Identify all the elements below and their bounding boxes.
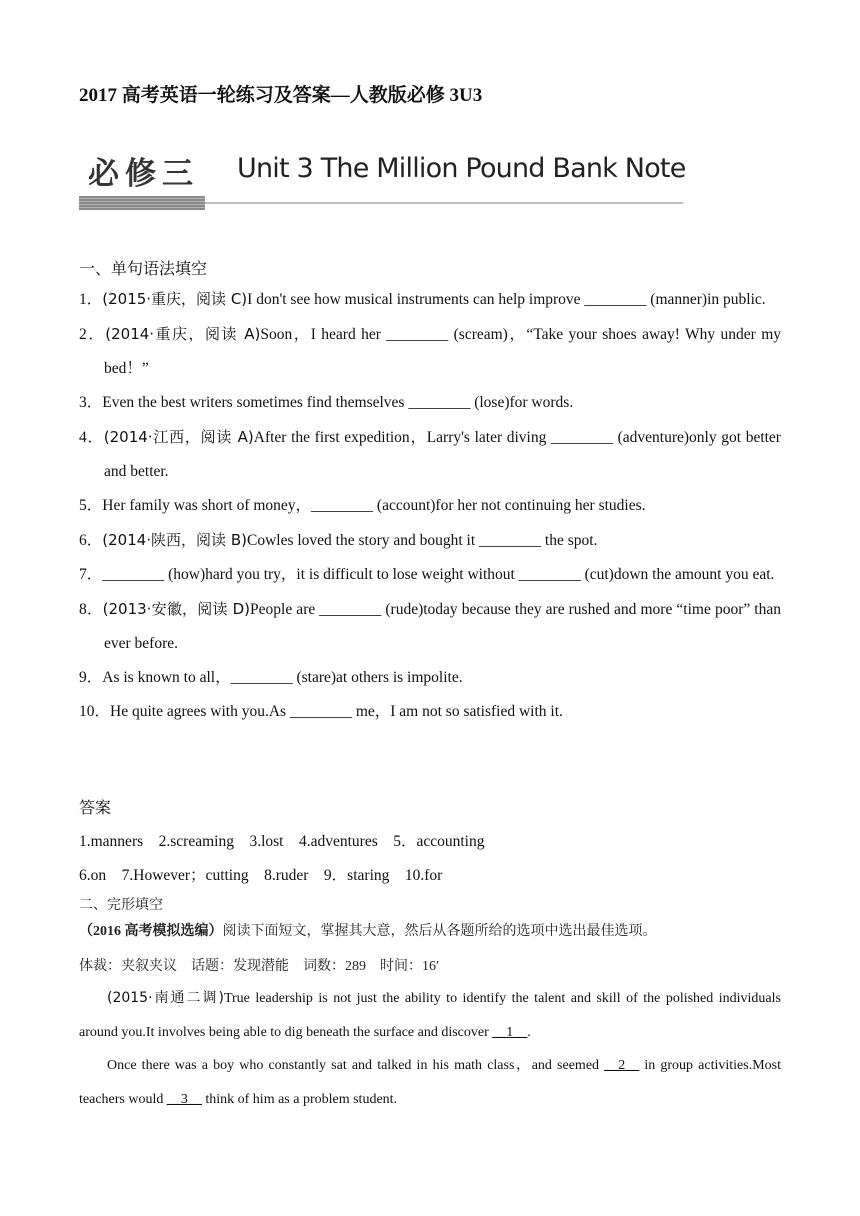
exercise-item-6: 6．(2014·陕西，阅读 B)Cowles loved the story and bought it ________ the spot. — [79, 531, 598, 549]
exercise-item-8: 8．(2013·安徽，阅读 D)People are ________ (rude)today because they are rushed and more “time poor” than ever before. — [79, 600, 781, 652]
answers-label: 答案 — [79, 798, 112, 817]
exercise-item-3: 3．Even the best writers sometimes find themselves ________ (lose)for words. — [79, 394, 574, 411]
cloze-blank-3: __3__ — [166, 1092, 202, 1107]
cloze-paragraph-2: Once there was a boy who constantly sat and talked in his math class，and seemed __2__ in group activities.Most teachers would __3__ think of him as a problem student. — [79, 1058, 781, 1107]
cloze-paragraph-1: (2015·南通二调)True leadership is not just the ability to identify the talent and skill of the polished individuals around you.It involves being able to dig beneath the surface and discover __1__. — [79, 990, 781, 1040]
answers-line-1: 1.manners 2.screaming 3.lost 4.adventures 5．accounting — [79, 833, 485, 850]
document-title: 2017 高考英语一轮练习及答案—人教版必修 3U3 — [79, 85, 483, 106]
exercise-item-10: 10．He quite agrees with you.As ________ me，I am not so satisfied with it. — [79, 703, 563, 720]
section2-instructions: 阅读下面短文，掌握其大意，然后从各题所给的选项中选出最佳选项。 — [222, 924, 657, 939]
exercise-item-7: 7．________ (how)hard you try，it is difficult to lose weight without ________ (cut)down the amount you eat. — [79, 566, 775, 583]
section2-meta: 体裁：夹叙夹议 话题：发现潜能 词数：289 时间：16′ — [79, 959, 440, 974]
exercise-item-2: 2．(2014·重庆，阅读 A)Soon，I heard her ________ (scream)，“Take your shoes away! Why under my bed！” — [79, 325, 781, 377]
banner-unit-title: Unit 3 The Million Pound Bank Note — [237, 153, 686, 184]
exercise-item-1: 1．(2015·重庆，阅读 C)I don't see how musical instruments can help improve ________ (manner)in public. — [79, 290, 766, 308]
section1-heading: 一、单句语法填空 — [79, 259, 208, 278]
cloze-blank-1: __1__ — [492, 1025, 528, 1040]
exercise-item-4: 4．(2014·江西，阅读 A)After the first expedition，Larry's later diving ________ (adventure)only got better and better. — [79, 428, 781, 480]
banner-divider-line — [205, 202, 683, 204]
exercise-item-5: 5．Her family was short of money，________ (account)for her not continuing her studies. — [79, 497, 646, 514]
section2-source-tag: （2016 高考模拟选编） — [79, 924, 223, 939]
section2-heading: 二、完形填空 — [79, 897, 163, 913]
section2-source — [79, 920, 657, 940]
cloze-blank-2: __2__ — [604, 1058, 640, 1073]
exercise-item-9: 9．As is known to all，________ (stare)at others is impolite. — [79, 669, 463, 686]
answers-line-2: 6.on 7.However；cutting 8.ruder 9．staring 10.for — [79, 867, 443, 884]
banner-dark-bar — [79, 196, 205, 210]
exercise-list — [79, 282, 781, 729]
banner-chinese-title: 必修三 — [88, 156, 199, 192]
cloze-citation: (2015·南通二调) — [107, 990, 224, 1006]
